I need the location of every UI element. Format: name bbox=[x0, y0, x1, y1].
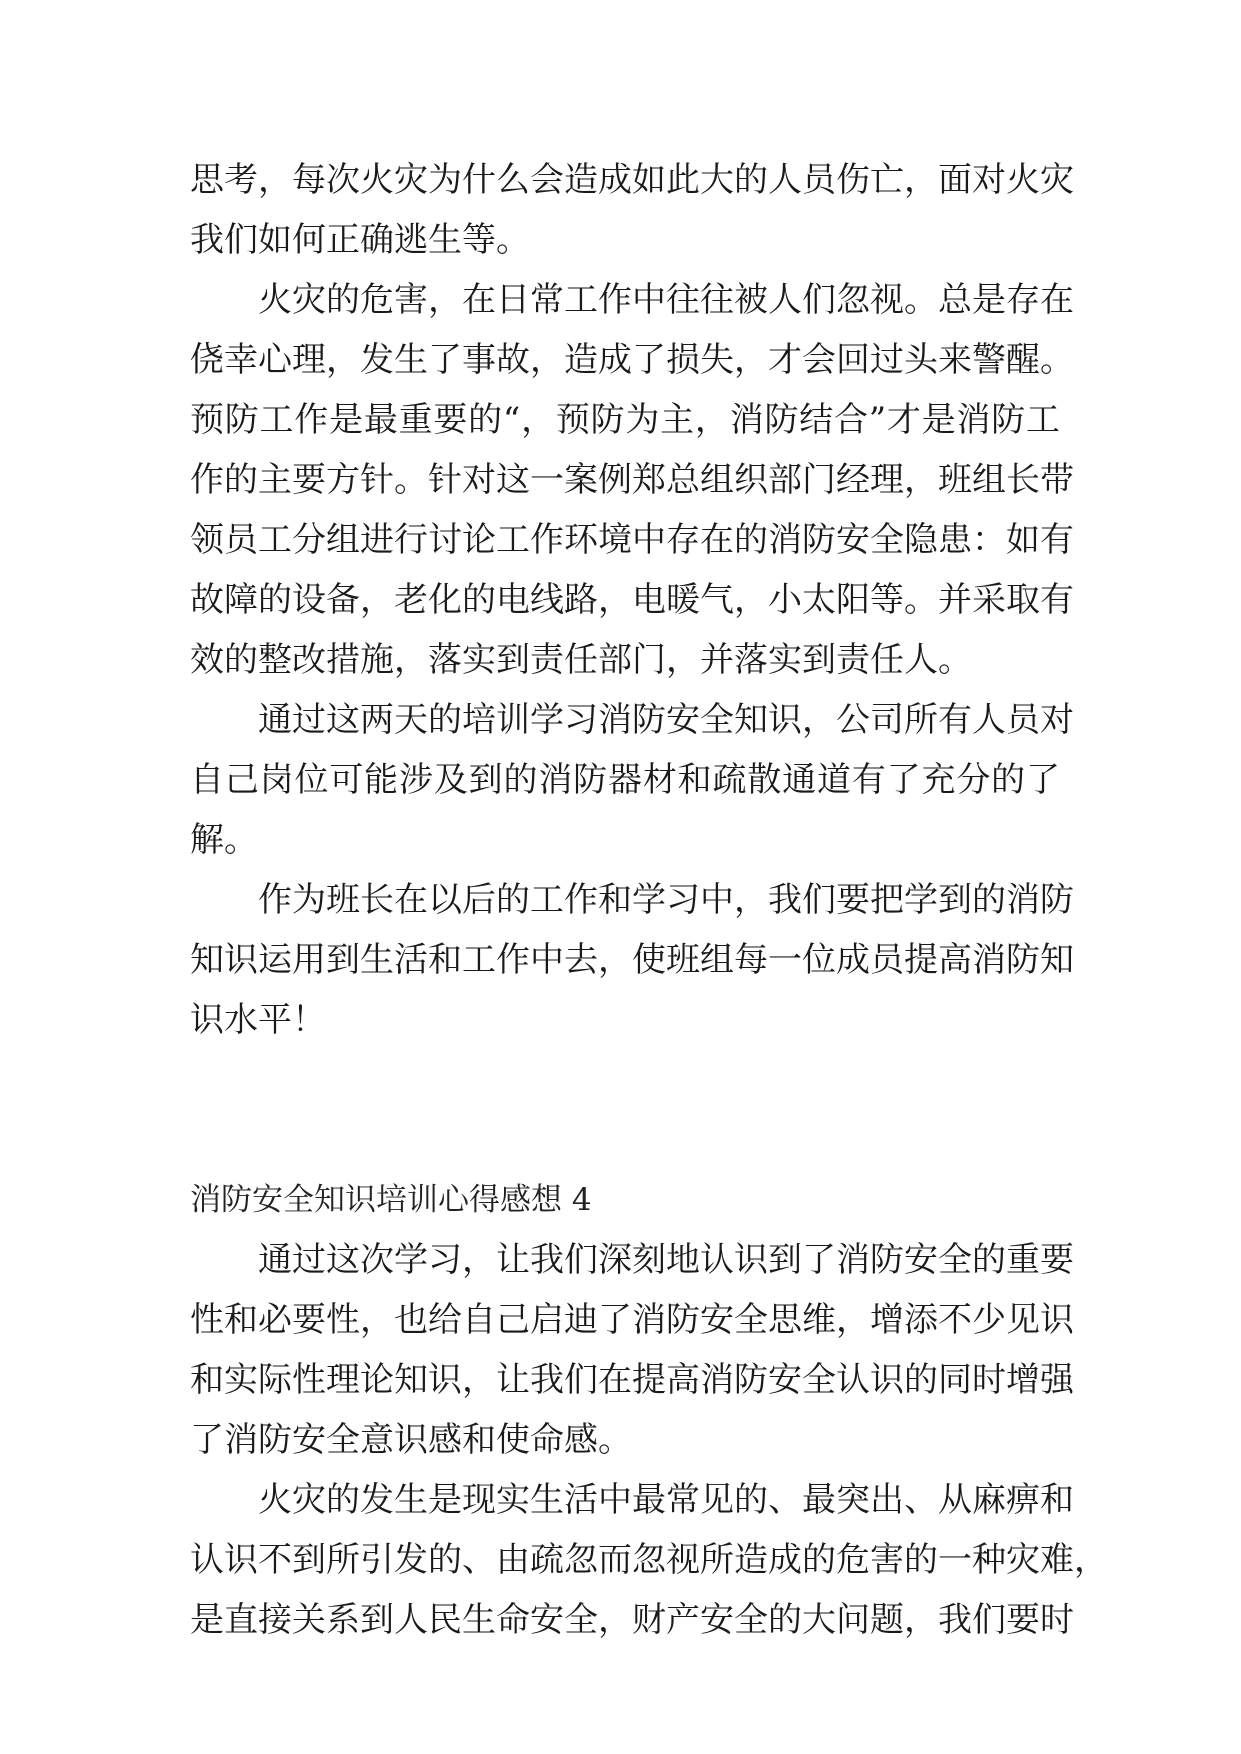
paragraph-4 bbox=[190, 870, 1074, 1050]
paragraph-line: 性和必要性，也给自己启迪了消防安全思维，增添不少见识 bbox=[190, 1300, 1074, 1340]
paragraph-line: 知识运用到生活和工作中去，使班组每一位成员提高消防知 bbox=[190, 940, 1074, 980]
paragraph-line: 通过这次学习，让我们深刻地认识到了消防安全的重要 bbox=[258, 1240, 1074, 1280]
paragraph-line: 领员工分组进行讨论工作环境中存在的消防安全隐患：如有 bbox=[190, 520, 1074, 560]
document-page bbox=[190, 150, 1108, 1650]
paragraph-6 bbox=[190, 1470, 1108, 1650]
paragraph-line: 了消防安全意识感和使命感。 bbox=[190, 1420, 632, 1460]
paragraph-line: 作的主要方针。针对这一案例郑总组织部门经理，班组长带 bbox=[190, 460, 1074, 500]
heading-text: 消防安全知识培训心得感想 4 bbox=[190, 1182, 592, 1218]
paragraph-line: 是直接关系到人民生命安全，财产安全的大问题，我们要时 bbox=[190, 1600, 1074, 1640]
paragraph-line: 火灾的危害，在日常工作中往往被人们忽视。总是存在 bbox=[258, 280, 1074, 320]
paragraph-line: 解。 bbox=[190, 820, 258, 860]
paragraph-line: 识水平！ bbox=[190, 1000, 326, 1040]
paragraph-line: 预防工作是最重要的“，预防为主，消防结合”才是消防工 bbox=[190, 400, 1060, 440]
paragraph-line: 通过这两天的培训学习消防安全知识，公司所有人员对 bbox=[258, 700, 1074, 740]
section-gap bbox=[190, 1050, 1060, 1170]
paragraph-line: 我们如何正确逃生等。 bbox=[190, 220, 530, 260]
paragraph-line: 侥幸心理，发生了事故，造成了损失，才会回过头来警醒。 bbox=[190, 340, 1074, 380]
paragraph-5 bbox=[190, 1230, 1074, 1470]
paragraph-line: 故障的设备，老化的电线路，电暖气，小太阳等。并采取有 bbox=[190, 580, 1074, 620]
paragraph-2 bbox=[190, 270, 1074, 690]
paragraph-3 bbox=[190, 690, 1074, 870]
paragraph-line: 作为班长在以后的工作和学习中，我们要把学到的消防 bbox=[258, 880, 1074, 920]
paragraph-line: 火灾的发生是现实生活中最常见的、最突出、从麻痹和 bbox=[258, 1480, 1074, 1520]
paragraph-1 bbox=[190, 150, 1074, 270]
paragraph-line: 思考，每次火灾为什么会造成如此大的人员伤亡，面对火灾 bbox=[190, 160, 1074, 200]
section-heading bbox=[190, 1170, 1060, 1230]
paragraph-line: 自己岗位可能涉及到的消防器材和疏散通道有了充分的了 bbox=[190, 760, 1060, 800]
paragraph-line: 和实际性理论知识，让我们在提高消防安全认识的同时增强 bbox=[190, 1360, 1074, 1400]
paragraph-line: 认识不到所引发的、由疏忽而忽视所造成的危害的一种灾难， bbox=[190, 1540, 1108, 1580]
paragraph-line: 效的整改措施，落实到责任部门，并落实到责任人。 bbox=[190, 640, 972, 680]
